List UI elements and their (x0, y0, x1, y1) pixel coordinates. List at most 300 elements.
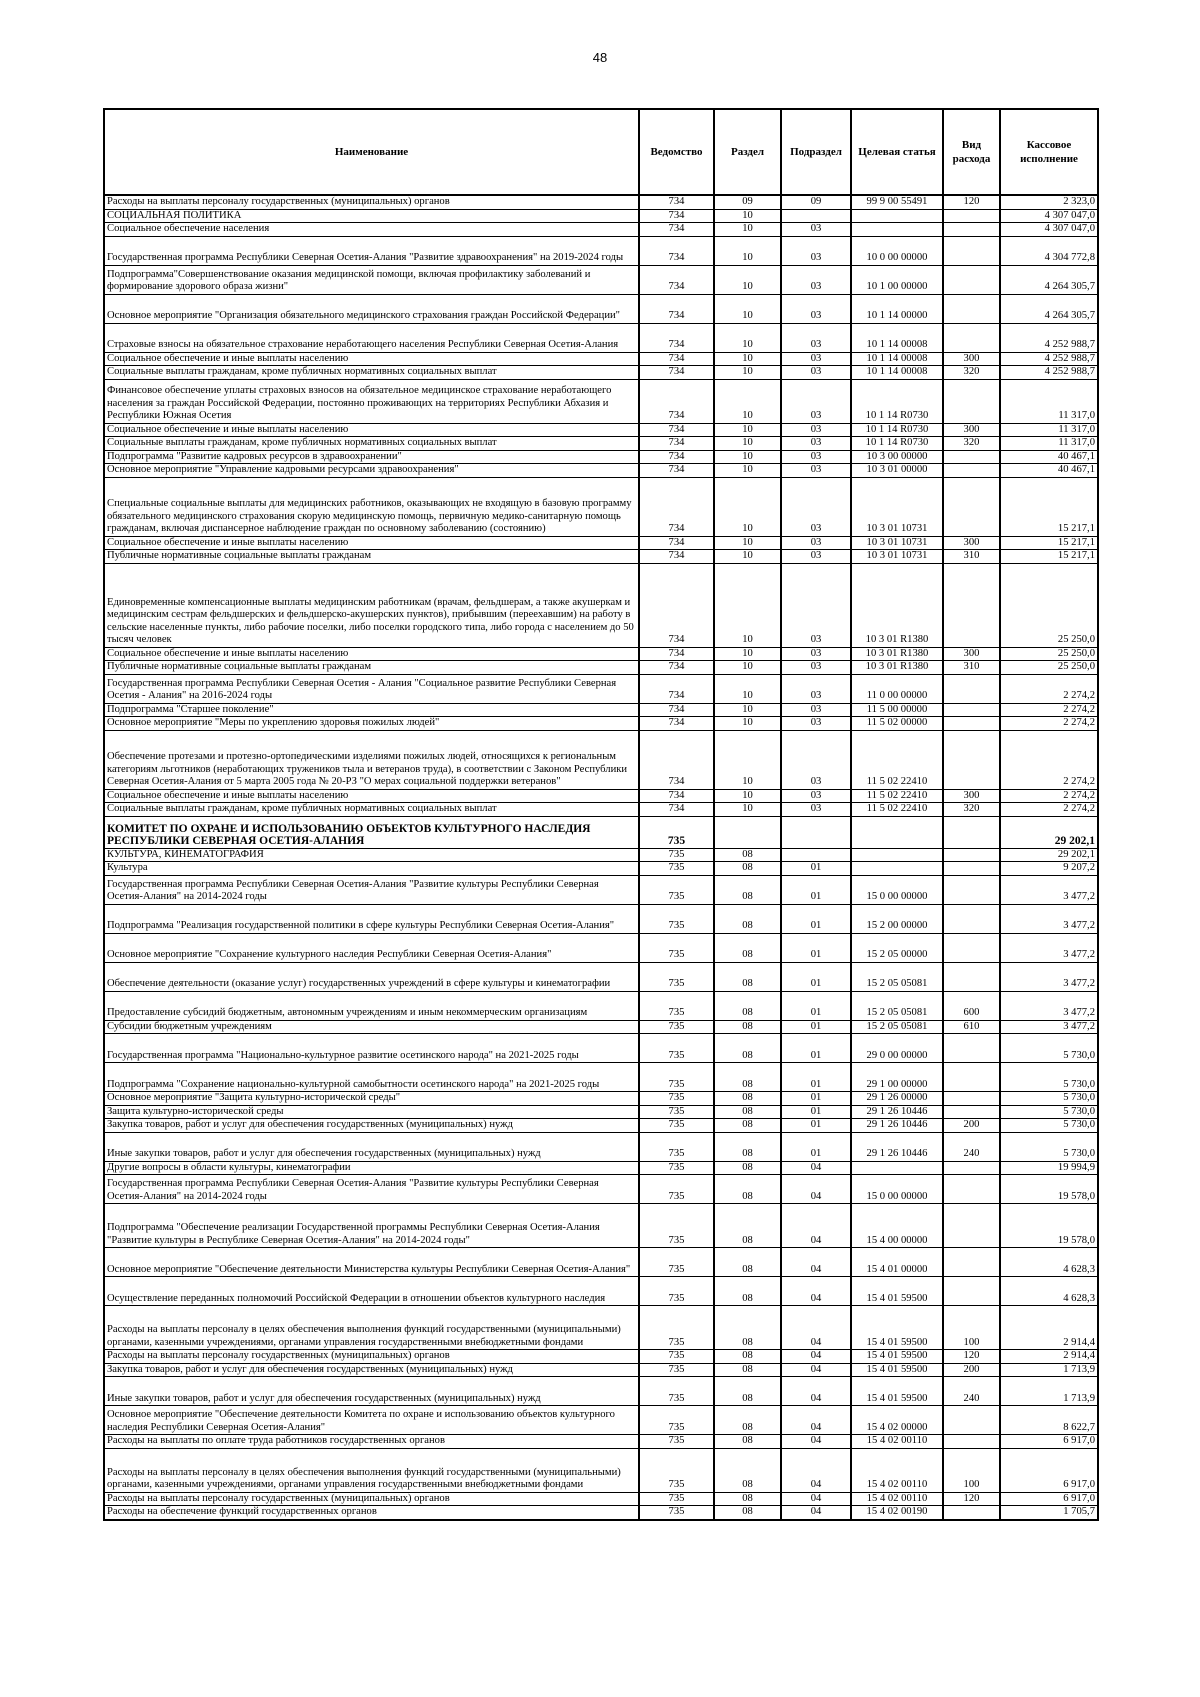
cell-department: 735 (639, 1161, 714, 1175)
cell-expense-type (943, 962, 1000, 991)
cell-subsection: 03 (781, 647, 851, 661)
cell-target-item: 10 3 00 00000 (851, 450, 943, 464)
cell-cash-execution: 3 477,2 (1000, 875, 1098, 904)
cell-target-item: 29 1 26 10446 (851, 1132, 943, 1161)
table-row (104, 366, 1098, 380)
cell-name: Другие вопросы в области культуры, кинематографии (104, 1161, 639, 1175)
cell-expense-type: 300 (943, 423, 1000, 437)
cell-target-item: 11 5 02 22410 (851, 789, 943, 803)
cell-name: Основное мероприятие "Сохранение культурного наследия Республики Северная Осетия-Алания" (104, 933, 639, 962)
cell-target-item: 15 4 02 00190 (851, 1506, 943, 1520)
cell-target-item: 15 2 05 05081 (851, 962, 943, 991)
cell-section: 08 (714, 1204, 781, 1248)
table-row (104, 875, 1098, 904)
cell-subsection: 01 (781, 991, 851, 1020)
cell-section: 08 (714, 1350, 781, 1364)
cell-target-item: 29 1 26 10446 (851, 1105, 943, 1119)
cell-name: Расходы на обеспечение функций государственных органов (104, 1506, 639, 1520)
cell-expense-type (943, 209, 1000, 223)
table-row (104, 730, 1098, 789)
cell-expense-type (943, 904, 1000, 933)
cell-department: 735 (639, 1175, 714, 1204)
cell-section: 10 (714, 294, 781, 323)
cell-expense-type (943, 875, 1000, 904)
cell-section: 08 (714, 1277, 781, 1306)
cell-expense-type (943, 933, 1000, 962)
table-row (104, 933, 1098, 962)
table-row (104, 323, 1098, 352)
cell-subsection: 03 (781, 223, 851, 237)
cell-expense-type (943, 450, 1000, 464)
table-row (104, 1448, 1098, 1492)
cell-section: 10 (714, 703, 781, 717)
cell-expense-type: 320 (943, 366, 1000, 380)
cell-cash-execution: 3 477,2 (1000, 904, 1098, 933)
table-row (104, 477, 1098, 536)
cell-subsection: 03 (781, 803, 851, 817)
cell-expense-type (943, 477, 1000, 536)
cell-section: 10 (714, 223, 781, 237)
cell-name: КУЛЬТУРА, КИНЕМАТОГРАФИЯ (104, 848, 639, 862)
cell-name: Иные закупки товаров, работ и услуг для обеспечения государственных (муниципальных) нужд (104, 1132, 639, 1161)
cell-subsection: 03 (781, 379, 851, 423)
table-row (104, 1063, 1098, 1092)
cell-section: 10 (714, 464, 781, 478)
cell-cash-execution: 15 217,1 (1000, 536, 1098, 550)
cell-subsection: 03 (781, 536, 851, 550)
cell-target-item: 15 4 01 59500 (851, 1363, 943, 1377)
cell-department: 735 (639, 862, 714, 876)
cell-name: Публичные нормативные социальные выплаты гражданам (104, 550, 639, 564)
cell-target-item: 10 1 14 R0730 (851, 437, 943, 451)
cell-target-item: 15 2 05 05081 (851, 1020, 943, 1034)
cell-name: Основное мероприятие "Защита культурно-исторической среды" (104, 1092, 639, 1106)
cell-cash-execution: 2 914,4 (1000, 1306, 1098, 1350)
cell-section: 10 (714, 366, 781, 380)
cell-subsection: 04 (781, 1448, 851, 1492)
cell-department: 735 (639, 991, 714, 1020)
cell-expense-type (943, 379, 1000, 423)
header-cash-execution: Кассовое исполнение (1000, 109, 1098, 195)
cell-target-item: 10 3 01 R1380 (851, 563, 943, 647)
cell-subsection: 04 (781, 1377, 851, 1406)
cell-name: Культура (104, 862, 639, 876)
cell-department: 735 (639, 1492, 714, 1506)
table-row (104, 563, 1098, 647)
cell-target-item: 10 0 00 00000 (851, 236, 943, 265)
cell-subsection: 03 (781, 294, 851, 323)
cell-section: 08 (714, 1105, 781, 1119)
cell-cash-execution: 4 307 047,0 (1000, 223, 1098, 237)
cell-cash-execution: 2 914,4 (1000, 1350, 1098, 1364)
cell-target-item (851, 223, 943, 237)
header-expense-type: Вид расхода (943, 109, 1000, 195)
cell-subsection: 04 (781, 1248, 851, 1277)
table-body (104, 195, 1098, 1520)
cell-section: 08 (714, 1377, 781, 1406)
cell-name: Расходы на выплаты персоналу государственных (муниципальных) органов (104, 195, 639, 209)
table-row (104, 803, 1098, 817)
cell-cash-execution: 4 264 305,7 (1000, 294, 1098, 323)
cell-expense-type: 300 (943, 536, 1000, 550)
cell-department: 735 (639, 1092, 714, 1106)
cell-name: Страховые взносы на обязательное страхование неработающего населения Республики Северная Осетия-Алания (104, 323, 639, 352)
cell-name: Закупка товаров, работ и услуг для обеспечения государственных (муниципальных) нужд (104, 1363, 639, 1377)
table-row (104, 962, 1098, 991)
cell-subsection (781, 816, 851, 848)
cell-cash-execution: 19 578,0 (1000, 1204, 1098, 1248)
cell-cash-execution: 11 317,0 (1000, 379, 1098, 423)
cell-name: Социальное обеспечение и иные выплаты населению (104, 352, 639, 366)
cell-section: 09 (714, 195, 781, 209)
cell-section: 08 (714, 962, 781, 991)
cell-subsection: 01 (781, 1092, 851, 1106)
cell-cash-execution: 8 622,7 (1000, 1406, 1098, 1435)
table-row (104, 647, 1098, 661)
cell-target-item: 99 9 00 55491 (851, 195, 943, 209)
cell-expense-type: 300 (943, 647, 1000, 661)
cell-subsection: 04 (781, 1406, 851, 1435)
cell-subsection: 03 (781, 265, 851, 294)
cell-target-item: 15 2 05 00000 (851, 933, 943, 962)
cell-name: Основное мероприятие "Обеспечение деятельности Министерства культуры Республики Северная Осетия-Алания" (104, 1248, 639, 1277)
cell-expense-type: 200 (943, 1119, 1000, 1133)
table-row (104, 1248, 1098, 1277)
cell-name: Единовременные компенсационные выплаты медицинским работникам (врачам, фельдшерам, а также акушеркам и медицинским сестрам фельдшерских и фельдшерско-акушерских пунктов), прибывшим (переехавшим) на работу в сельские населенные пункты, либо рабочие поселки, либо поселки городского типа, либо города с населением до 50 тысяч человек (104, 563, 639, 647)
cell-subsection: 09 (781, 195, 851, 209)
cell-cash-execution: 5 730,0 (1000, 1092, 1098, 1106)
cell-section: 08 (714, 1063, 781, 1092)
cell-name: Защита культурно-исторической среды (104, 1105, 639, 1119)
table-row (104, 550, 1098, 564)
cell-target-item: 10 3 01 10731 (851, 536, 943, 550)
cell-section: 08 (714, 848, 781, 862)
table-row (104, 209, 1098, 223)
cell-subsection: 01 (781, 904, 851, 933)
cell-subsection: 03 (781, 789, 851, 803)
cell-cash-execution: 15 217,1 (1000, 550, 1098, 564)
table-row (104, 1363, 1098, 1377)
cell-department: 735 (639, 1034, 714, 1063)
cell-name: Расходы на выплаты персоналу государственных (муниципальных) органов (104, 1492, 639, 1506)
cell-target-item: 10 1 14 R0730 (851, 423, 943, 437)
table-row (104, 236, 1098, 265)
cell-name: Социальные выплаты гражданам, кроме публичных нормативных социальных выплат (104, 803, 639, 817)
cell-section: 08 (714, 1020, 781, 1034)
cell-subsection: 03 (781, 717, 851, 731)
cell-department: 734 (639, 209, 714, 223)
cell-cash-execution: 19 994,9 (1000, 1161, 1098, 1175)
cell-section: 08 (714, 1435, 781, 1449)
table-row (104, 464, 1098, 478)
cell-expense-type: 310 (943, 550, 1000, 564)
cell-expense-type: 600 (943, 991, 1000, 1020)
cell-subsection: 03 (781, 437, 851, 451)
cell-cash-execution: 25 250,0 (1000, 647, 1098, 661)
cell-subsection: 03 (781, 550, 851, 564)
cell-name: Расходы на выплаты персоналу в целях обеспечения выполнения функций государственными (муниципальными) органами, казенными учреждениями, органами управления государственными внебюджетными фондами (104, 1448, 639, 1492)
cell-subsection: 01 (781, 1034, 851, 1063)
cell-section: 08 (714, 1448, 781, 1492)
cell-target-item: 10 3 01 10731 (851, 550, 943, 564)
cell-expense-type: 320 (943, 437, 1000, 451)
cell-department: 735 (639, 904, 714, 933)
cell-expense-type: 310 (943, 661, 1000, 675)
cell-section: 10 (714, 730, 781, 789)
cell-subsection: 03 (781, 477, 851, 536)
cell-name: Обеспечение протезами и протезно-ортопедическими изделиями пожилых людей, относящихся к региональным категориям льготников (неработающих тружеников тыла и ветеранов труда), в соответствии с Законом Республики Северная Осетия-Алания от 5 марта 2005 года № 20-РЗ "О мерах социальной поддержки ветеранов" (104, 730, 639, 789)
cell-expense-type (943, 323, 1000, 352)
table-row (104, 379, 1098, 423)
cell-target-item: 11 5 00 00000 (851, 703, 943, 717)
cell-department: 735 (639, 1448, 714, 1492)
cell-target-item: 10 3 01 10731 (851, 477, 943, 536)
cell-subsection: 01 (781, 1105, 851, 1119)
cell-cash-execution: 5 730,0 (1000, 1132, 1098, 1161)
cell-name: Государственная программа Республики Северная Осетия-Алания "Развитие культуры Республики Северная Осетия-Алания" на 2014-2024 годы (104, 1175, 639, 1204)
table-row (104, 1350, 1098, 1364)
cell-section: 10 (714, 563, 781, 647)
cell-cash-execution: 6 917,0 (1000, 1448, 1098, 1492)
cell-name: Закупка товаров, работ и услуг для обеспечения государственных (муниципальных) нужд (104, 1119, 639, 1133)
cell-cash-execution: 5 730,0 (1000, 1063, 1098, 1092)
cell-section: 08 (714, 904, 781, 933)
cell-target-item: 15 0 00 00000 (851, 1175, 943, 1204)
table-row (104, 1161, 1098, 1175)
cell-subsection: 04 (781, 1350, 851, 1364)
cell-name: Основное мероприятие "Меры по укреплению здоровья пожилых людей" (104, 717, 639, 731)
cell-cash-execution: 3 477,2 (1000, 933, 1098, 962)
cell-subsection: 01 (781, 1132, 851, 1161)
cell-cash-execution: 4 252 988,7 (1000, 323, 1098, 352)
cell-department: 735 (639, 1020, 714, 1034)
cell-department: 735 (639, 848, 714, 862)
table-row (104, 661, 1098, 675)
cell-expense-type (943, 236, 1000, 265)
cell-target-item: 15 4 01 59500 (851, 1350, 943, 1364)
cell-cash-execution: 40 467,1 (1000, 450, 1098, 464)
cell-expense-type (943, 223, 1000, 237)
cell-section: 08 (714, 1363, 781, 1377)
cell-department: 734 (639, 550, 714, 564)
cell-name: Обеспечение деятельности (оказание услуг) государственных учреждений в сфере культуры и кинематографии (104, 962, 639, 991)
cell-cash-execution: 1 713,9 (1000, 1363, 1098, 1377)
table-row (104, 1306, 1098, 1350)
cell-subsection: 03 (781, 236, 851, 265)
cell-expense-type: 240 (943, 1377, 1000, 1406)
cell-target-item: 10 3 01 R1380 (851, 661, 943, 675)
cell-department: 735 (639, 1105, 714, 1119)
cell-target-item: 11 0 00 00000 (851, 674, 943, 703)
cell-department: 735 (639, 933, 714, 962)
cell-target-item: 15 4 02 00000 (851, 1406, 943, 1435)
cell-name: СОЦИАЛЬНАЯ ПОЛИТИКА (104, 209, 639, 223)
cell-name: Специальные социальные выплаты для медицинских работников, оказывающих не входящую в базовую программу обязательного медицинского страхования скорую медицинскую помощь, первичную медико-санитарную помощь гражданам, включая диспансерное наблюдение граждан по основному заболеванию (состоянию) (104, 477, 639, 536)
cell-target-item: 15 0 00 00000 (851, 875, 943, 904)
cell-target-item: 11 5 02 00000 (851, 717, 943, 731)
table-row (104, 904, 1098, 933)
cell-expense-type: 120 (943, 1492, 1000, 1506)
table-row (104, 862, 1098, 876)
cell-subsection: 03 (781, 352, 851, 366)
cell-subsection: 04 (781, 1161, 851, 1175)
cell-subsection: 03 (781, 423, 851, 437)
cell-expense-type (943, 1161, 1000, 1175)
cell-section: 10 (714, 674, 781, 703)
cell-expense-type (943, 848, 1000, 862)
cell-name: Финансовое обеспечение уплаты страховых взносов на обязательное медицинское страхование неработающего населения за граждан Российской Федерации, постоянно проживающих на территориях Республики Абхазия и Республики Южная Осетия (104, 379, 639, 423)
cell-department: 734 (639, 477, 714, 536)
cell-section: 10 (714, 437, 781, 451)
cell-department: 734 (639, 294, 714, 323)
cell-expense-type (943, 730, 1000, 789)
cell-target-item: 29 1 26 00000 (851, 1092, 943, 1106)
cell-cash-execution: 9 207,2 (1000, 862, 1098, 876)
cell-subsection: 01 (781, 862, 851, 876)
cell-department: 735 (639, 1119, 714, 1133)
cell-name: Подпрограмма "Обеспечение реализации Государственной программы Республики Северная Осетия-Алания "Развитие культуры в Республике Северная Осетия-Алания" на 2014-2024 годы" (104, 1204, 639, 1248)
cell-department: 735 (639, 1350, 714, 1364)
cell-expense-type (943, 464, 1000, 478)
cell-department: 735 (639, 1406, 714, 1435)
cell-target-item (851, 1161, 943, 1175)
cell-section: 08 (714, 933, 781, 962)
cell-name: Расходы на выплаты по оплате труда работников государственных органов (104, 1435, 639, 1449)
cell-department: 735 (639, 1363, 714, 1377)
cell-target-item: 15 4 01 59500 (851, 1277, 943, 1306)
table-row (104, 1119, 1098, 1133)
cell-subsection: 03 (781, 450, 851, 464)
cell-expense-type: 100 (943, 1448, 1000, 1492)
cell-subsection: 04 (781, 1435, 851, 1449)
cell-expense-type: 240 (943, 1132, 1000, 1161)
cell-expense-type (943, 1277, 1000, 1306)
cell-cash-execution: 25 250,0 (1000, 661, 1098, 675)
cell-department: 734 (639, 703, 714, 717)
cell-name: Публичные нормативные социальные выплаты гражданам (104, 661, 639, 675)
cell-name: Расходы на выплаты персоналу государственных (муниципальных) органов (104, 1350, 639, 1364)
cell-section: 08 (714, 1506, 781, 1520)
table-row (104, 437, 1098, 451)
cell-department: 735 (639, 1506, 714, 1520)
cell-cash-execution: 4 252 988,7 (1000, 352, 1098, 366)
cell-expense-type: 200 (943, 1363, 1000, 1377)
table-row (104, 1377, 1098, 1406)
cell-department: 734 (639, 437, 714, 451)
table-row (104, 536, 1098, 550)
cell-section: 10 (714, 423, 781, 437)
cell-cash-execution: 29 202,1 (1000, 848, 1098, 862)
cell-expense-type (943, 294, 1000, 323)
cell-target-item: 15 4 02 00110 (851, 1435, 943, 1449)
cell-target-item: 10 3 01 00000 (851, 464, 943, 478)
cell-target-item: 10 1 14 00008 (851, 352, 943, 366)
cell-cash-execution: 3 477,2 (1000, 991, 1098, 1020)
cell-cash-execution: 15 217,1 (1000, 477, 1098, 536)
cell-section: 10 (714, 536, 781, 550)
cell-department: 734 (639, 323, 714, 352)
cell-expense-type (943, 717, 1000, 731)
cell-name: Социальное обеспечение населения (104, 223, 639, 237)
cell-expense-type: 100 (943, 1306, 1000, 1350)
header-target-item: Целевая статья (851, 109, 943, 195)
cell-cash-execution: 4 628,3 (1000, 1248, 1098, 1277)
cell-cash-execution: 5 730,0 (1000, 1105, 1098, 1119)
cell-subsection: 01 (781, 1020, 851, 1034)
cell-name: Социальные выплаты гражданам, кроме публичных нормативных социальных выплат (104, 437, 639, 451)
cell-department: 734 (639, 789, 714, 803)
cell-expense-type (943, 1105, 1000, 1119)
cell-department: 734 (639, 236, 714, 265)
table-row (104, 1435, 1098, 1449)
cell-subsection: 01 (781, 1119, 851, 1133)
cell-name: Подпрограмма "Развитие кадровых ресурсов в здравоохранении" (104, 450, 639, 464)
cell-target-item: 11 5 02 22410 (851, 803, 943, 817)
cell-expense-type: 120 (943, 195, 1000, 209)
cell-expense-type (943, 1063, 1000, 1092)
table-row (104, 789, 1098, 803)
cell-target-item (851, 862, 943, 876)
cell-section: 10 (714, 352, 781, 366)
cell-name: Субсидии бюджетным учреждениям (104, 1020, 639, 1034)
cell-cash-execution: 6 917,0 (1000, 1492, 1098, 1506)
cell-subsection: 04 (781, 1492, 851, 1506)
cell-target-item: 29 1 26 10446 (851, 1119, 943, 1133)
cell-expense-type (943, 1175, 1000, 1204)
cell-subsection: 03 (781, 674, 851, 703)
cell-section: 08 (714, 875, 781, 904)
cell-name: Подпрограмма "Старшее поколение" (104, 703, 639, 717)
cell-name: Подпрограмма"Совершенствование оказания медицинской помощи, включая профилактику заболеваний и формирование здорового образа жизни" (104, 265, 639, 294)
cell-expense-type (943, 1435, 1000, 1449)
cell-expense-type (943, 563, 1000, 647)
table-row (104, 1092, 1098, 1106)
header-subsection: Подраздел (781, 109, 851, 195)
cell-section: 10 (714, 209, 781, 223)
cell-department: 735 (639, 1377, 714, 1406)
cell-cash-execution: 4 628,3 (1000, 1277, 1098, 1306)
cell-cash-execution: 4 252 988,7 (1000, 366, 1098, 380)
cell-expense-type (943, 265, 1000, 294)
cell-department: 734 (639, 450, 714, 464)
cell-department: 734 (639, 803, 714, 817)
table-row (104, 450, 1098, 464)
cell-target-item: 15 2 00 00000 (851, 904, 943, 933)
cell-section: 10 (714, 717, 781, 731)
cell-department: 735 (639, 875, 714, 904)
cell-department: 735 (639, 1132, 714, 1161)
cell-name: Государственная программа Республики Северная Осетия - Алания "Социальное развитие Республики Северная Осетия - Алания" на 2016-2024 годы (104, 674, 639, 703)
cell-expense-type (943, 703, 1000, 717)
cell-section: 08 (714, 862, 781, 876)
cell-target-item (851, 209, 943, 223)
cell-cash-execution: 11 317,0 (1000, 437, 1098, 451)
cell-cash-execution: 4 304 772,8 (1000, 236, 1098, 265)
cell-target-item: 10 3 01 R1380 (851, 647, 943, 661)
cell-subsection: 01 (781, 962, 851, 991)
cell-cash-execution: 4 264 305,7 (1000, 265, 1098, 294)
cell-section (714, 816, 781, 848)
cell-name: Основное мероприятие "Организация обязательного медицинского страхования граждан Российской Федерации" (104, 294, 639, 323)
cell-name: Расходы на выплаты персоналу в целях обеспечения выполнения функций государственными (муниципальными) органами, казенными учреждениями, органами управления государственными внебюджетными фондами (104, 1306, 639, 1350)
cell-subsection: 03 (781, 366, 851, 380)
cell-expense-type: 300 (943, 789, 1000, 803)
cell-subsection (781, 209, 851, 223)
cell-target-item: 11 5 02 22410 (851, 730, 943, 789)
cell-cash-execution: 3 477,2 (1000, 962, 1098, 991)
cell-cash-execution: 2 274,2 (1000, 674, 1098, 703)
cell-target-item: 15 4 02 00110 (851, 1492, 943, 1506)
